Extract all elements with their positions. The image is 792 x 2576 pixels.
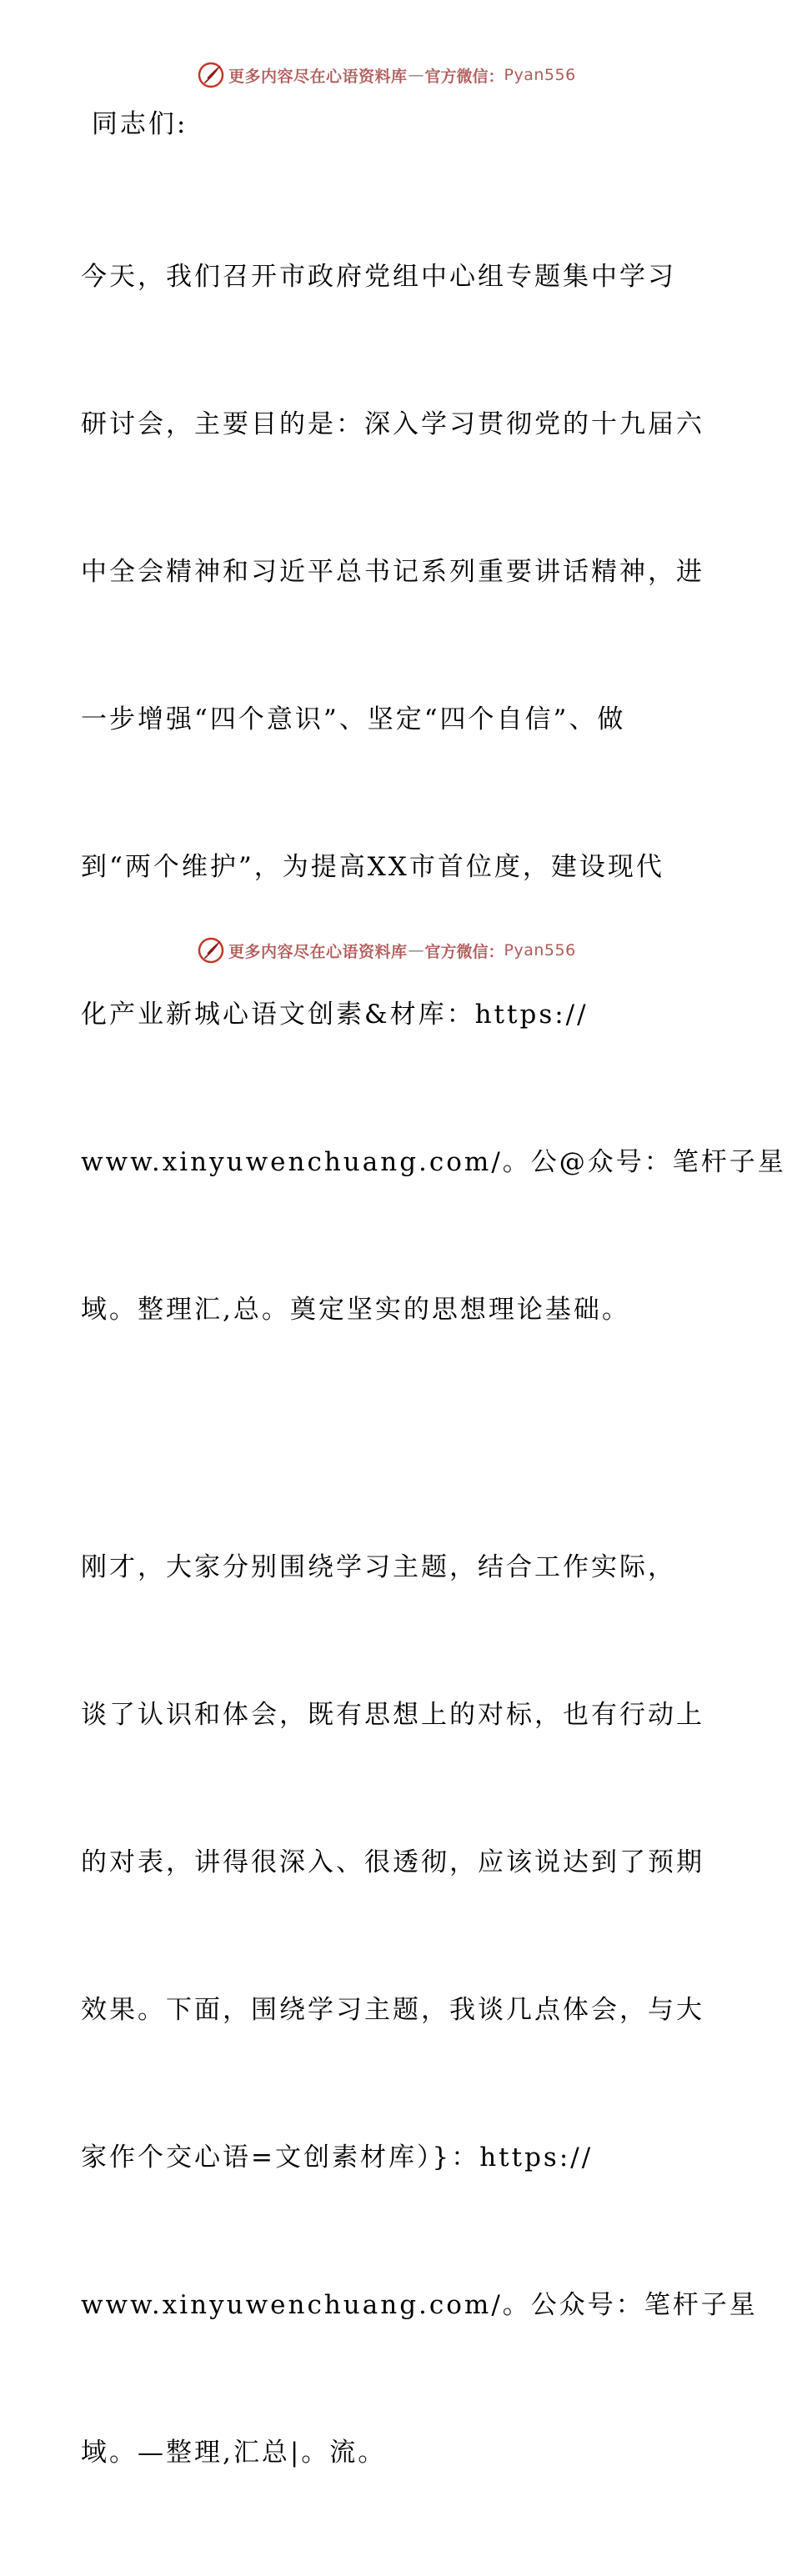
paragraph-1: [81, 154, 786, 1433]
paragraph-line: 今天，我们召开市政府党组中心组专题集中学习: [81, 262, 676, 292]
paragraph-line: 效果。下面，围绕学习主题，我谈几点体会，与大: [81, 1995, 704, 2025]
banner-wechat-label: 官方微信：: [424, 67, 504, 86]
paragraph-2: [81, 1445, 758, 2576]
banner-wechat-label: 官方微信：: [424, 942, 504, 961]
paragraph-line: 化产业新城心语文创素&材库：https://: [81, 1000, 589, 1030]
banner-separator: —: [408, 941, 424, 960]
document-body: [81, 100, 786, 2576]
header-watermark-banner: [197, 60, 630, 90]
paragraph-line: www.xinyuwenchuang.com/。公@众号：笔杆子星: [81, 1147, 786, 1177]
feather-pen-logo-icon: [197, 61, 225, 89]
paragraph-line: 一步增强“四个意识”、坚定“四个自信”、做: [81, 704, 626, 734]
banner-main-text: 更多内容尽在心语资料库: [228, 67, 408, 86]
paragraph-line: www.xinyuwenchuang.com/。公众号：笔杆子星: [81, 2290, 758, 2320]
paragraph-line: 研讨会，主要目的是：深入学习贯彻党的十九届六: [81, 409, 704, 439]
paragraph-line: 到“两个维护”，为提高XX市首位度，建设现代: [81, 852, 664, 882]
paragraph-line: 刚才，大家分别围绕学习主题，结合工作实际，: [81, 1552, 676, 1582]
paragraph-line: 家作个交心语=文创素材库）}：https://: [81, 2142, 594, 2173]
paragraph-line: 域。—整理,汇总|。流。: [81, 2438, 387, 2468]
banner-wechat-handle: Pyan556: [504, 66, 576, 84]
paragraph-line: 谈了认识和体会，既有思想上的对标，也有行动上: [81, 1700, 704, 1730]
banner-wechat-handle: Pyan556: [504, 941, 576, 960]
feather-pen-logo-icon: [197, 936, 225, 965]
paragraph-line: 中全会精神和习近平总书记系列重要讲话精神，进: [81, 557, 704, 587]
paragraph-line: 的对表，讲得很深入、很透彻，应该说达到了预期: [81, 1847, 704, 1877]
banner-main-text: 更多内容尽在心语资料库: [228, 942, 408, 961]
banner-separator: —: [408, 66, 424, 84]
footer-watermark-banner: [197, 935, 630, 965]
paragraph-line: 域。整理汇,总。奠定坚实的思想理论基础。: [81, 1295, 630, 1325]
greeting-line: 同志们:: [81, 109, 188, 139]
